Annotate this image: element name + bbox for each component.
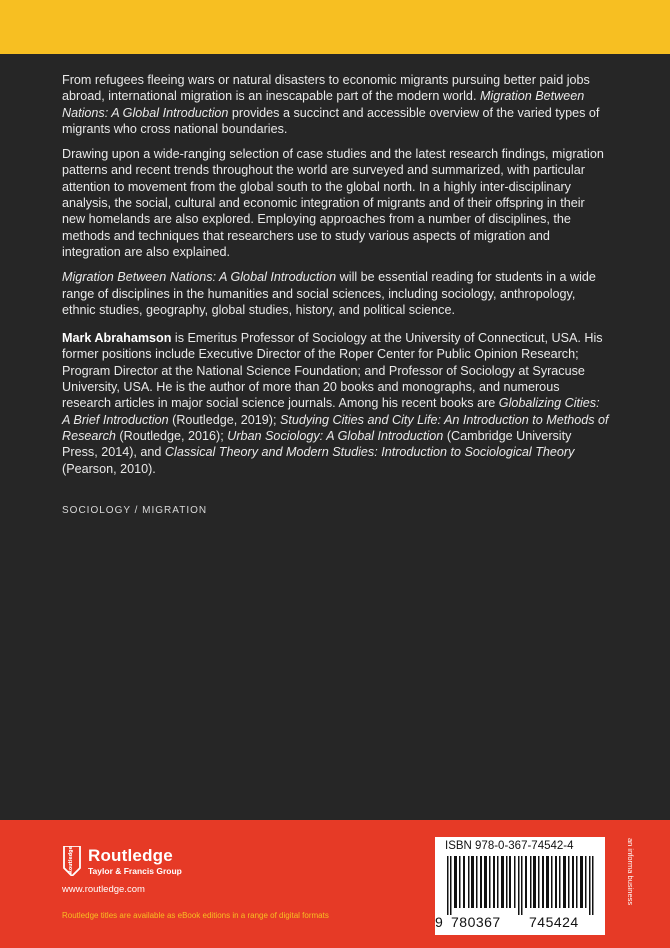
publisher-name: Routledge — [88, 846, 173, 865]
author-book-title: Urban Sociology: A Global Introduction — [227, 428, 444, 443]
blurb-text: From refugees fleeing wars or natural disasters to economic migrants pursuing better paid jobs abroad, international migration is an inescapable part of the modern world. — [62, 73, 590, 104]
author-name: Mark Abrahamson — [62, 331, 172, 346]
isbn-label: ISBN 978-0-367-74542-4 — [445, 840, 574, 852]
isbn-barcode-box — [435, 837, 605, 935]
blurb-paragraph-2: Drawing upon a wide-ranging selection of case studies and the latest research findings, migration patterns and recent trends throughout the world are surveyed and summarized, with particular attention to movement from the global south to the global north. In a highly inter-disciplinary analysis, the social, cultural and economic integration of migrants and of their offspring in their new homelands are also explored. Employing approaches from a number of disciplines, the methods and techniques that researchers use to study various aspects of migration and integration are also explained. — [62, 147, 604, 259]
author-bio-text: (Routledge, 2016); — [115, 428, 228, 443]
publisher-url: www.routledge.com — [62, 884, 145, 895]
author-bio-text: (Cambridge University Press, 2014), and — [62, 428, 572, 460]
ebook-availability-note: Routledge titles are available as eBook editions in a range of digital formats — [62, 911, 329, 920]
barcode-digit-group-1: 780367 — [451, 914, 501, 930]
author-bio-text: (Routledge, 2019); — [168, 412, 280, 427]
subject-category: SOCIOLOGY / MIGRATION — [62, 505, 208, 516]
publisher-group: Taylor & Francis Group — [88, 866, 182, 876]
barcode-lead-digit: 9 — [435, 914, 444, 930]
author-bio-text: is Emeritus Professor of Sociology at the University of Connecticut, USA. His former positions include Executive Director of the Roper Center for Public Opinion Research; Program Director at the National Science Foundation; and Professor of Sociology at Syracuse University, USA. He is the author of more than 20 books and monographs, and numerous research articles in major social science journals. Among his recent books are — [62, 331, 603, 411]
barcode-icon — [441, 856, 601, 915]
blurb-text: will be essential reading for students in a wide range of disciplines in the humanities and social sciences, including sociology, anthropology, ethnic studies, geography, global studies, history, and political science. — [62, 270, 596, 317]
informa-business-tag: an informa business — [626, 838, 635, 906]
author-book-title: Classical Theory and Modern Studies: Introduction to Sociological Theory — [164, 445, 575, 460]
author-bio-text: (Pearson, 2010). — [62, 461, 156, 476]
blurb-paragraph-1 — [62, 72, 610, 137]
book-title-italic: Migration Between Nations: A Global Introduction — [62, 89, 585, 120]
logo-mark-text: Routledge — [69, 846, 74, 874]
blurb-column — [62, 72, 610, 486]
publisher-logo — [62, 844, 182, 880]
book-title-italic: Migration Between Nations: A Global Introduction — [62, 270, 337, 285]
blurb-text: provides a succinct and accessible overview of the varied types of migrants who cross national boundaries. — [62, 105, 600, 136]
author-book-title: Globalizing Cities: A Brief Introduction — [62, 396, 600, 427]
barcode-digit-group-2: 745424 — [529, 914, 579, 930]
routledge-logo-icon — [62, 846, 82, 876]
top-color-band — [0, 0, 670, 54]
author-bio — [62, 330, 610, 477]
blurb-paragraph-3 — [62, 269, 610, 318]
author-book-title: Studying Cities and City Life: An Introduction to Methods of Research — [62, 412, 609, 443]
